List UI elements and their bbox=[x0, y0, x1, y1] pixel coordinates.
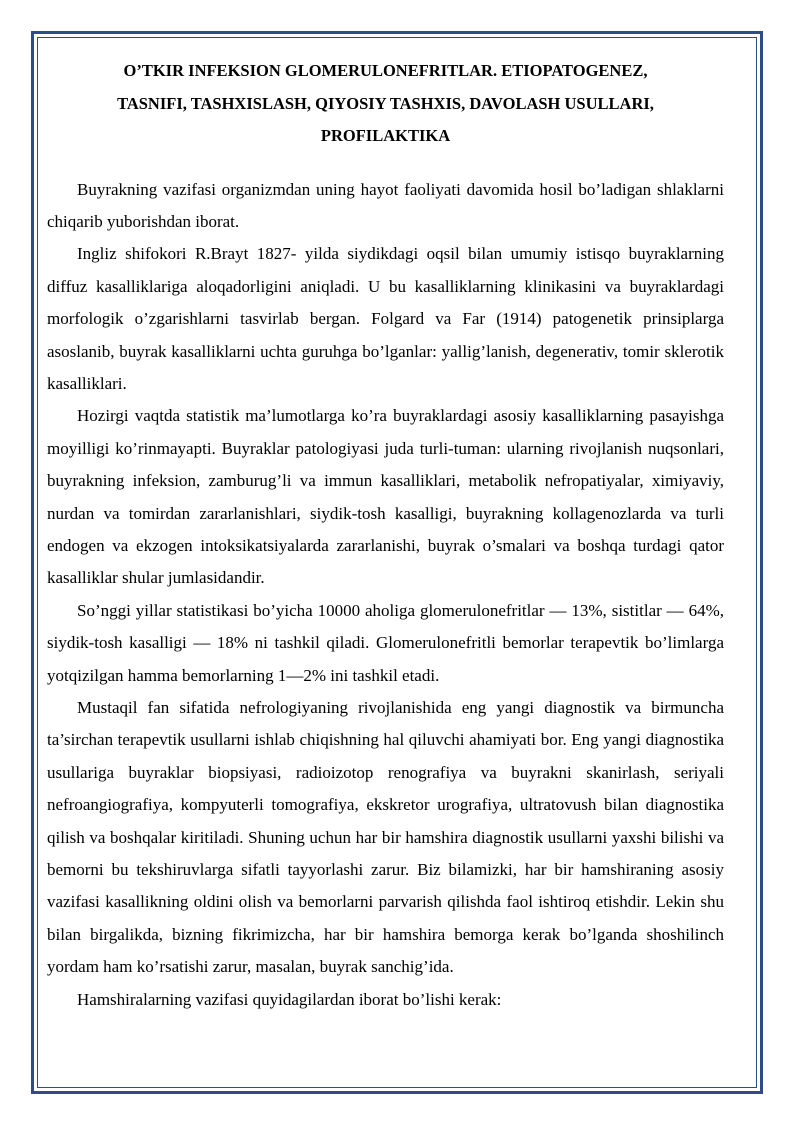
title-line-2: TASNIFI, TASHXISLASH, QIYOSIY TASHXIS, DAVOLASH USULLARI, bbox=[117, 93, 654, 113]
document-body bbox=[47, 174, 724, 1017]
paragraph: So’nggi yillar statistikasi bo’yicha 10000 aholiga glomerulonefritlar — 13%, sistitlar — 64%, siydik-tosh kasalligi — 18% ni tashkil qiladi. Glomerulonefritli bemorlar terapevtik bo’limlarga yotqizilgan hamma bemorlarning 1—2% ini tashkil etadi. bbox=[47, 600, 724, 685]
page-content bbox=[47, 55, 724, 1016]
paragraph: Hozirgi vaqtda statistik ma’lumotlarga ko’ra buyraklardagi asosiy kasalliklarning pasayishga moyilligi ko’rinmayapti. Buyraklar patologiyasi juda turli-tuman: ularning rivojlanish nuqsonlari, buyrakning infeksion, zamburug’li va immun kasalliklari, metabolik nefropatiyalar, ximiyaviy, nurdan va tomirdan zararlanishlari, siydik-tosh kasalligi, buyrakning kollagenozlarda va turli endogen va ekzogen intoksikatsiyalarda zararlanishi, buyrak o’smalari va boshqa turdagi qator kasalliklar shular jumlasidandir. bbox=[47, 406, 724, 588]
document-title bbox=[47, 55, 724, 153]
paragraph: Mustaqil fan sifatida nefrologiyaning rivojlanishida eng yangi diagnostik va birmuncha ta’sirchan terapevtik usullarni ishlab chiqishning hal qiluvchi ahamiyati bor. Eng yangi diagnostika usullariga buyraklar biopsiyasi, radioizotop renografiya va buyrakni skanirlash, seriyali nefroangiografiya, kompyuterli tomografiya, ekskretor urografiya, ultratovush bilan diagnostika qilish va boshqalar kiritiladi. Shuning uchun har bir hamshira diagnostik usullarni yaxshi bilishi va bemorni bu tekshiruvlarga sifatli tayyorlashi zarur. Biz bilamizki, har bir hamshiraning asosiy vazifasi kasallikning oldini olish va bemorlarni parvarish qilishda faol ishtiroq etishdir. Lekin shu bilan birgalikda, bizning fikrimizcha, har bir hamshira bemorga kerak bo’lganda shoshilinch yordam ham ko’rsatishi zarur, masalan, buyrak sanchig’ida. bbox=[47, 698, 724, 977]
title-line-3: PROFILAKTIKA bbox=[320, 126, 451, 145]
paragraph: Hamshiralarning vazifasi quyidagilardan iborat bo’lishi kerak: bbox=[77, 989, 502, 1009]
title-line-1: O’TKIR INFEKSION GLOMERULONEFRITLAR. ETIOPATOGENEZ, bbox=[123, 61, 648, 80]
paragraph: Buyrakning vazifasi organizmdan uning hayot faoliyati davomida hosil bo’ladigan shlaklarni chiqarib yuborishdan iborat. bbox=[47, 179, 724, 231]
paragraph: Ingliz shifokori R.Brayt 1827- yilda siydikdagi oqsil bilan umumiy istisqo buyraklarning diffuz kasalliklariga aloqadorligini aniqladi. U bu kasalliklarning klinikasini va buyraklardagi morfologik o’zgarishlarni tasvirlab bergan. Folgard va Far (1914) patogenetik prinsiplarga asoslanib, buyrak kasalliklarni uchta guruhga bo’lganlar: yallig’lanish, degenerativ, tomir sklerotik kasalliklari. bbox=[47, 244, 724, 393]
